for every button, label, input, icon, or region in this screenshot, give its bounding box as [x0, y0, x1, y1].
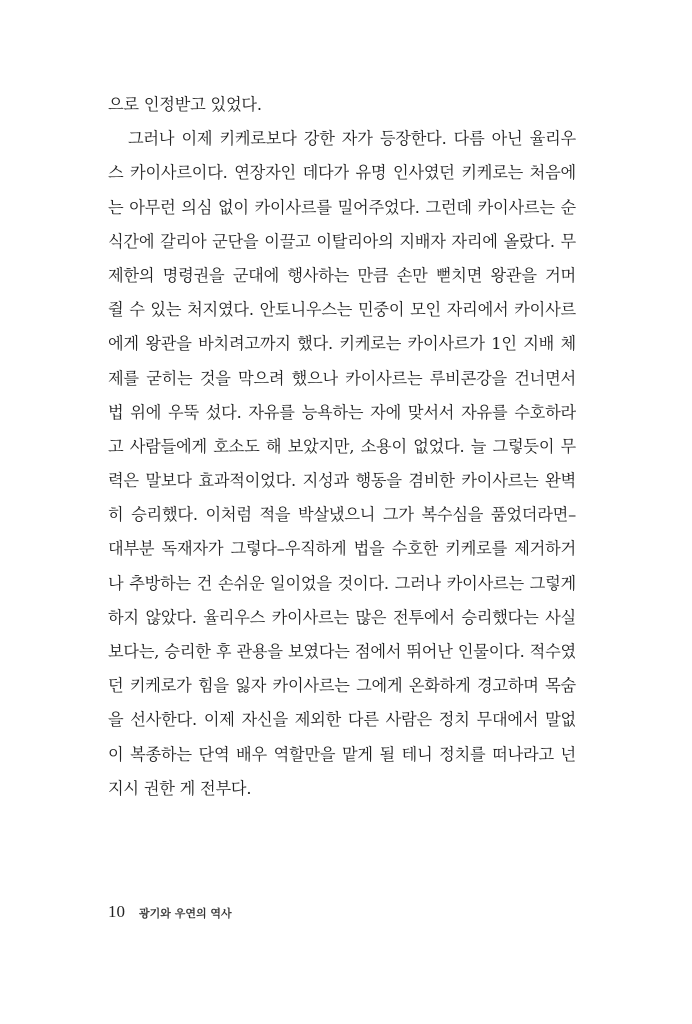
text-line: 고 사람들에게 호소도 해 보았지만, 소용이 없었다. 늘 그렇듯이 무 — [108, 436, 576, 456]
text-line: 나 추방하는 건 손쉬운 일이었을 것이다. 그러나 카이사르는 그렇게 — [108, 573, 576, 593]
text-line: 히 승리했다. 이처럼 적을 박살냈으니 그가 복수심을 품었더라면– — [108, 505, 576, 525]
text-line: 지시 권한 게 전부다. — [108, 778, 252, 798]
text-line: 력은 말보다 효과적이었다. 지성과 행동을 겸비한 카이사르는 완벽 — [108, 471, 576, 491]
body-text — [108, 88, 576, 806]
text-line: 그러나 이제 키케로보다 강한 자가 등장한다. 다름 아닌 율리우 — [128, 129, 576, 149]
text-line: 이 복종하는 단역 배우 역할만을 맡게 될 테니 정치를 떠나라고 넌 — [108, 744, 576, 764]
text-line: 식간에 갈리아 군단을 이끌고 이탈리아의 지배자 자리에 올랐다. 무 — [108, 231, 576, 251]
text-line: 던 키케로가 힘을 잃자 카이사르는 그에게 온화하게 경고하며 목숨 — [108, 676, 576, 696]
page-footer — [108, 902, 232, 922]
text-line: 으로 인정받고 있었다. — [108, 95, 262, 114]
text-line: 보다는, 승리한 후 관용을 보였다는 점에서 뛰어난 인물이다. 적수였 — [108, 642, 576, 661]
page-number: 10 — [108, 902, 125, 921]
text-line: 하지 않았다. 율리우스 카이사르는 많은 전투에서 승리했다는 사실 — [108, 607, 576, 627]
text-line: 스 카이사르이다. 연장자인 데다가 유명 인사였던 키케로는 처음에 — [108, 163, 576, 183]
text-line: 제한의 명령권을 군대에 행사하는 만큼 손만 뻗치면 왕관을 거머 — [108, 265, 576, 285]
text-line: 제를 굳히는 것을 막으려 했으나 카이사르는 루비콘강을 건너면서 — [108, 368, 576, 388]
text-line: 에게 왕관을 바치려고까지 했다. 키케로는 카이사르가 1인 지배 체 — [108, 334, 576, 354]
text-line: 는 아무런 의심 없이 카이사르를 밀어주었다. 그런데 카이사르는 순 — [108, 197, 576, 217]
text-line: 대부분 독재자가 그렇다–우직하게 법을 수호한 키케로를 제거하거 — [108, 539, 576, 559]
text-line: 법 위에 우뚝 섰다. 자유를 능욕하는 자에 맞서서 자유를 수호하라 — [108, 402, 576, 422]
text-line: 쥘 수 있는 처지였다. 안토니우스는 민중이 모인 자리에서 카이사르 — [108, 300, 576, 320]
text-line: 을 선사한다. 이제 자신을 제외한 다른 사람은 정치 무대에서 말없 — [108, 710, 576, 730]
running-title: 광기와 우연의 역사 — [139, 907, 232, 920]
